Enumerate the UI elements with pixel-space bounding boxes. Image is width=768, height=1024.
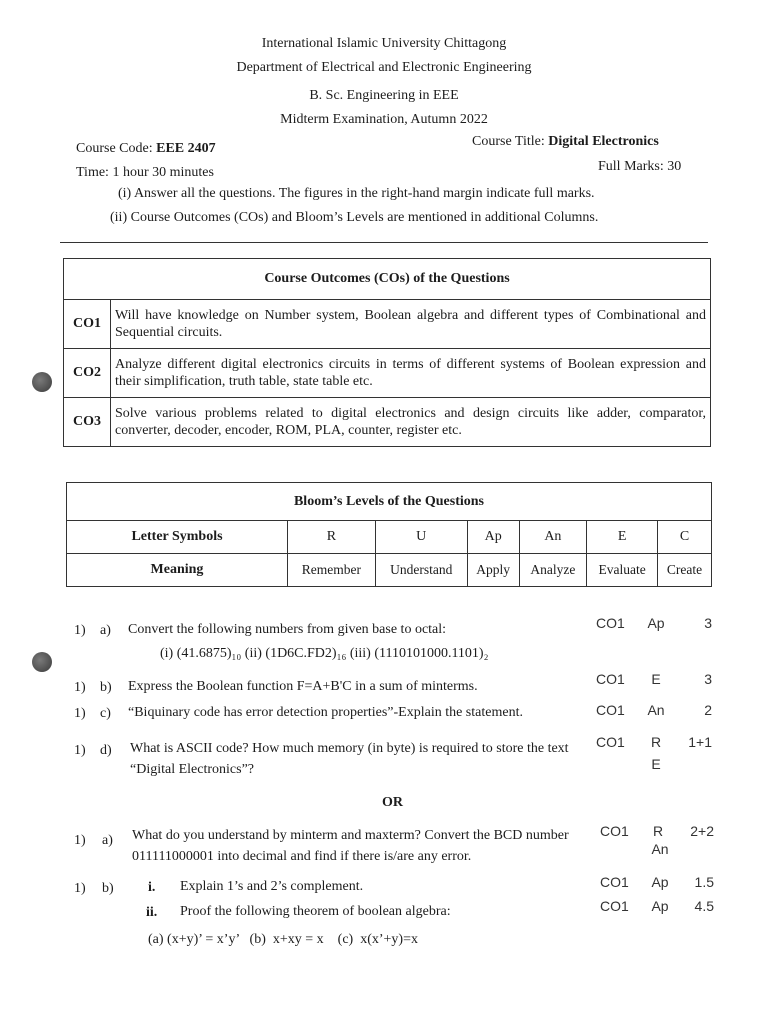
course-code [76, 141, 216, 157]
or-separator: OR [382, 795, 403, 810]
question-marks: 1.5 [694, 874, 714, 890]
question-co: CO1 [596, 615, 625, 631]
question-part: b) [102, 881, 114, 896]
course-title-label: Course Title: [472, 134, 545, 149]
bloom-letter: An [519, 521, 587, 554]
question-text: Proof the following theorem of boolean algebra: [180, 904, 451, 919]
co-code: CO1 [64, 300, 111, 349]
question-number: 1) [74, 680, 86, 695]
question-part: a) [102, 833, 113, 848]
bloom-meaning: Apply [467, 554, 519, 587]
co-table-title: Course Outcomes (COs) of the Questions [64, 259, 711, 300]
question-marks: 3 [704, 615, 712, 631]
course-title [472, 134, 659, 150]
question-bloom: E [651, 671, 661, 687]
co-description: Will have knowledge on Number system, Boolean algebra and different types of Combinational and Sequential circuits. [111, 300, 711, 349]
question-marks: 2 [704, 702, 712, 718]
question-bloom-secondary: An [651, 841, 669, 857]
question-number: 1) [74, 706, 86, 721]
letter-symbols-label: Letter Symbols [67, 521, 288, 554]
question-marks: 2+2 [690, 823, 714, 839]
bloom-meaning: Create [658, 554, 712, 587]
question-text: Express the Boolean function F=A+B'C in a sum of minterms. [128, 679, 478, 694]
question-part: b) [100, 680, 112, 695]
table-row [64, 398, 711, 447]
university-name: International Islamic University Chittagong [261, 36, 507, 51]
bloom-letter: U [375, 521, 467, 554]
table-row [67, 521, 712, 554]
table-row [67, 554, 712, 587]
table-row [64, 300, 711, 349]
question-marks: 4.5 [694, 898, 714, 914]
question-co: CO1 [596, 671, 625, 687]
question-text: Explain 1’s and 2’s complement. [180, 879, 364, 894]
blooms-levels-table [66, 482, 712, 587]
instruction-2: (ii) Course Outcomes (COs) and Bloom’s Levels are mentioned in additional Columns. [110, 210, 599, 225]
co-description: Solve various problems related to digital electronics and design circuits like adder, comparator, converter, decoder, encoder, ROM, PLA, counter, register etc. [111, 398, 711, 447]
bloom-letter: E [587, 521, 658, 554]
question-text: What do you understand by minterm and maxterm? Convert the BCD number 011111000001 into decimal and find if there is/are any error. [132, 828, 569, 864]
question-marks: 1+1 [688, 734, 712, 750]
co-code: CO2 [64, 349, 111, 398]
question-bloom: An [647, 702, 665, 718]
theorem-list: (a) (x+y)’ = x’y’ (b) x+xy = x (c) x(x’+y)=x [148, 932, 418, 947]
question-co: CO1 [596, 734, 625, 750]
course-code-value: EEE 2407 [156, 141, 216, 156]
question-marks: 3 [704, 671, 712, 687]
bloom-letter: Ap [467, 521, 519, 554]
question-part: a) [100, 623, 111, 638]
question-bloom: Ap [651, 898, 669, 914]
question-part: c) [100, 706, 111, 721]
question-number: 1) [74, 881, 86, 896]
bloom-letter: R [288, 521, 376, 554]
department-name: Department of Electrical and Electronic Engineering [236, 60, 532, 75]
question-text: “Biquinary code has error detection properties”-Explain the statement. [128, 705, 523, 720]
question-number: 1) [74, 833, 86, 848]
punch-hole [32, 652, 52, 672]
bloom-meaning: Analyze [519, 554, 587, 587]
question-co: CO1 [600, 874, 629, 890]
question-bloom: Ap [647, 615, 665, 631]
bloom-letter: C [658, 521, 712, 554]
course-code-label: Course Code: [76, 141, 153, 156]
table-row [64, 349, 711, 398]
question-bloom: Ap [651, 874, 669, 890]
question-co: CO1 [600, 823, 629, 839]
bloom-meaning: Understand [375, 554, 467, 587]
co-code: CO3 [64, 398, 111, 447]
co-description: Analyze different digital electronics circuits in terms of different systems of Boolean expression and their simplification, truth table, state table etc. [111, 349, 711, 398]
question-co: CO1 [600, 898, 629, 914]
question-co: CO1 [596, 702, 625, 718]
instruction-1: (i) Answer all the questions. The figures in the right-hand margin indicate full marks. [118, 186, 595, 201]
course-title-value: Digital Electronics [548, 134, 659, 149]
exam-time: Time: 1 hour 30 minutes [76, 165, 214, 180]
program-name: B. Sc. Engineering in EEE [309, 88, 459, 103]
question-bloom: R [652, 823, 664, 839]
punch-hole [32, 372, 52, 392]
meaning-label: Meaning [67, 554, 288, 587]
question-part: d) [100, 743, 112, 758]
bloom-meaning: Remember [288, 554, 376, 587]
question-subparts: (i) (41.6875)₁₀ (ii) (1D6C.FD2)₁₆ (iii) (1110101000.1101)₂ [160, 646, 489, 661]
question-text: What is ASCII code? How much memory (in byte) is required to store the text “Digital Electronics”? [130, 741, 569, 777]
header-divider [60, 242, 708, 243]
question-bloom: R [650, 734, 662, 750]
question-number: 1) [74, 623, 86, 638]
subpart-label: i. [148, 880, 156, 895]
question-bloom-secondary: E [651, 756, 661, 772]
course-outcomes-table [63, 258, 711, 447]
bloom-table-title: Bloom’s Levels of the Questions [67, 483, 712, 521]
bloom-meaning: Evaluate [587, 554, 658, 587]
question-text: Convert the following numbers from given base to octal: [128, 622, 447, 637]
exam-name: Midterm Examination, Autumn 2022 [280, 112, 488, 127]
question-number: 1) [74, 743, 86, 758]
subpart-label: ii. [146, 905, 158, 920]
full-marks: Full Marks: 30 [598, 159, 682, 174]
